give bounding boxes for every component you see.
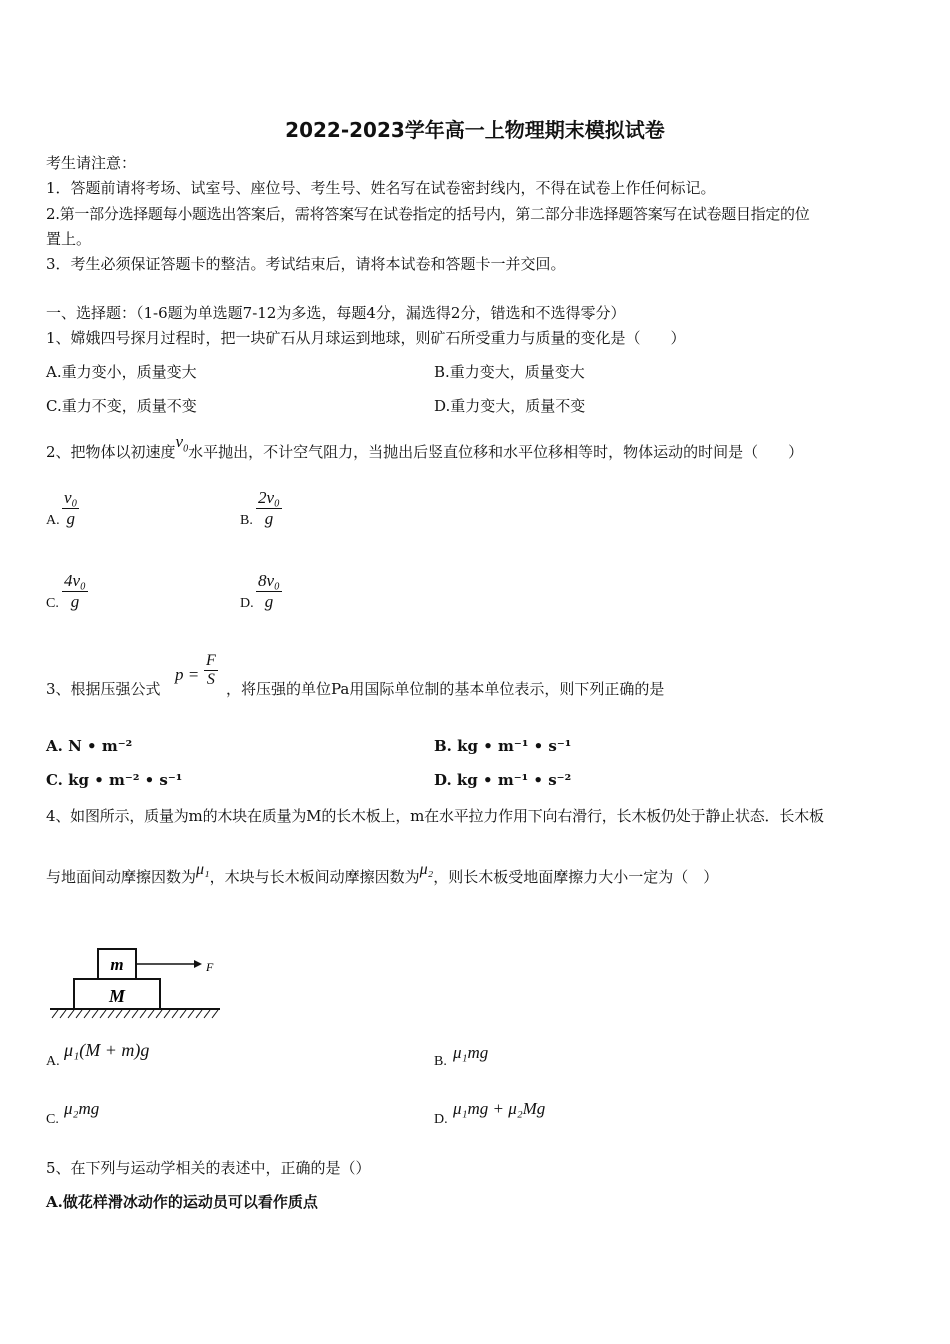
q3-option-a: A. N • m⁻²: [46, 737, 133, 755]
q1-stem: 1、嫦娥四号探月过程时，把一块矿石从月球运到地球，则矿石所受重力与质量的变化是（ ）: [46, 329, 686, 347]
notice-item-1: 1．答题前请将考场、试室号、座位号、考生号、姓名写在试卷密封线内，不得在试卷上作任何标记。: [46, 179, 716, 197]
section-heading: 一、选择题：（1-6题为单选题7-12为多选，每题4分，漏选得2分，错选和不选得零分）: [46, 304, 626, 322]
q1-option-a: A.重力变小，质量变大: [46, 363, 197, 381]
notice-item-3: 3．考生必须保证答题卡的整洁。考试结束后，请将本试卷和答题卡一并交回。: [46, 255, 566, 273]
q5-stem: 5、在下列与运动学相关的表述中，正确的是（）: [46, 1159, 371, 1177]
page-title: 2022-2023学年高一上物理期末模拟试卷: [285, 118, 665, 142]
q3-formula-lhs: p =: [175, 665, 200, 684]
q1-option-d: D.重力变大，质量不变: [434, 397, 586, 415]
force-label: F: [206, 960, 214, 974]
q4-stem-line1: 4、如图所示，质量为m的木块在质量为M的长木板上，m在水平拉力作用下向右滑行，长木板仍处于静止状态．长木板: [46, 807, 824, 825]
q4-option-b-label: B.: [434, 1054, 447, 1069]
q3-option-b: B. kg • m⁻¹ • s⁻¹: [434, 737, 572, 755]
q2-option-a-fraction: $\frac{\text{v₀}}{g}$: [64, 488, 78, 528]
q4-figure: [46, 944, 226, 1024]
notice-item-2-cont: 置上。: [46, 230, 92, 248]
q2-option-c-fraction: $\frac{\text{4v₀}}{g}$: [64, 571, 86, 611]
q4-option-c: μ₂mg: [64, 1099, 100, 1118]
ground-hatching: [52, 1010, 218, 1018]
q4-option-a-label: A.: [46, 1054, 60, 1069]
q4-stem-line2: 与地面间动摩擦因数为μ₁，木块与长木板间动摩擦因数为μ₂，则长木板受地面摩擦力大小一定为（ ）: [46, 861, 719, 886]
board-M-label: M: [108, 986, 126, 1006]
q3-option-c: C. kg • m⁻² • s⁻¹: [46, 771, 183, 789]
q1-option-c: C.重力不变，质量不变: [46, 397, 197, 415]
q4-option-c-label: C.: [46, 1112, 59, 1127]
block-m-label: m: [110, 955, 124, 974]
q4-option-a: μ₁(M + m)g: [64, 1040, 150, 1060]
q3-formula-fraction: $\frac{F}{S}$: [206, 652, 216, 688]
notice-item-2: 2.第一部分选择题每小题选出答案后，需将答案写在试卷指定的括号内，第二部分非选择题答案写在试卷题目指定的位: [46, 205, 810, 223]
q5-option-a: A.做花样滑冰动作的运动员可以看作质点: [46, 1193, 318, 1211]
q2-stem: 2、把物体以初速度$v_0$水平抛出，不计空气阻力，当抛出后竖直位移和水平位移相等时，物体运动的时间是（ ）: [46, 432, 804, 461]
q2-option-a-label: A.: [46, 513, 60, 528]
q4-option-d-label: D.: [434, 1112, 448, 1127]
force-arrow-head: [194, 960, 202, 968]
q3-stem-before: 3、根据压强公式: [46, 680, 161, 698]
q2-option-d-fraction: $\frac{\text{8v₀}}{g}$: [258, 571, 280, 611]
q2-option-d-label: D.: [240, 596, 254, 611]
q4-option-d: μ₁mg + μ₂Mg: [453, 1099, 546, 1118]
q1-option-b: B.重力变大，质量变大: [434, 363, 585, 381]
q2-option-c-label: C.: [46, 596, 59, 611]
q3-option-d: D. kg • m⁻¹ • s⁻²: [434, 771, 572, 789]
q4-option-b: μ₁mg: [453, 1043, 489, 1062]
q3-stem-after: ，将压强的单位Pa用国际单位制的基本单位表示，则下列正确的是: [226, 680, 665, 698]
q2-option-b-fraction: $\frac{\text{2v₀}}{g}$: [258, 488, 280, 528]
notice-heading: 考生请注意：: [46, 154, 137, 172]
q2-option-b-label: B.: [240, 513, 253, 528]
